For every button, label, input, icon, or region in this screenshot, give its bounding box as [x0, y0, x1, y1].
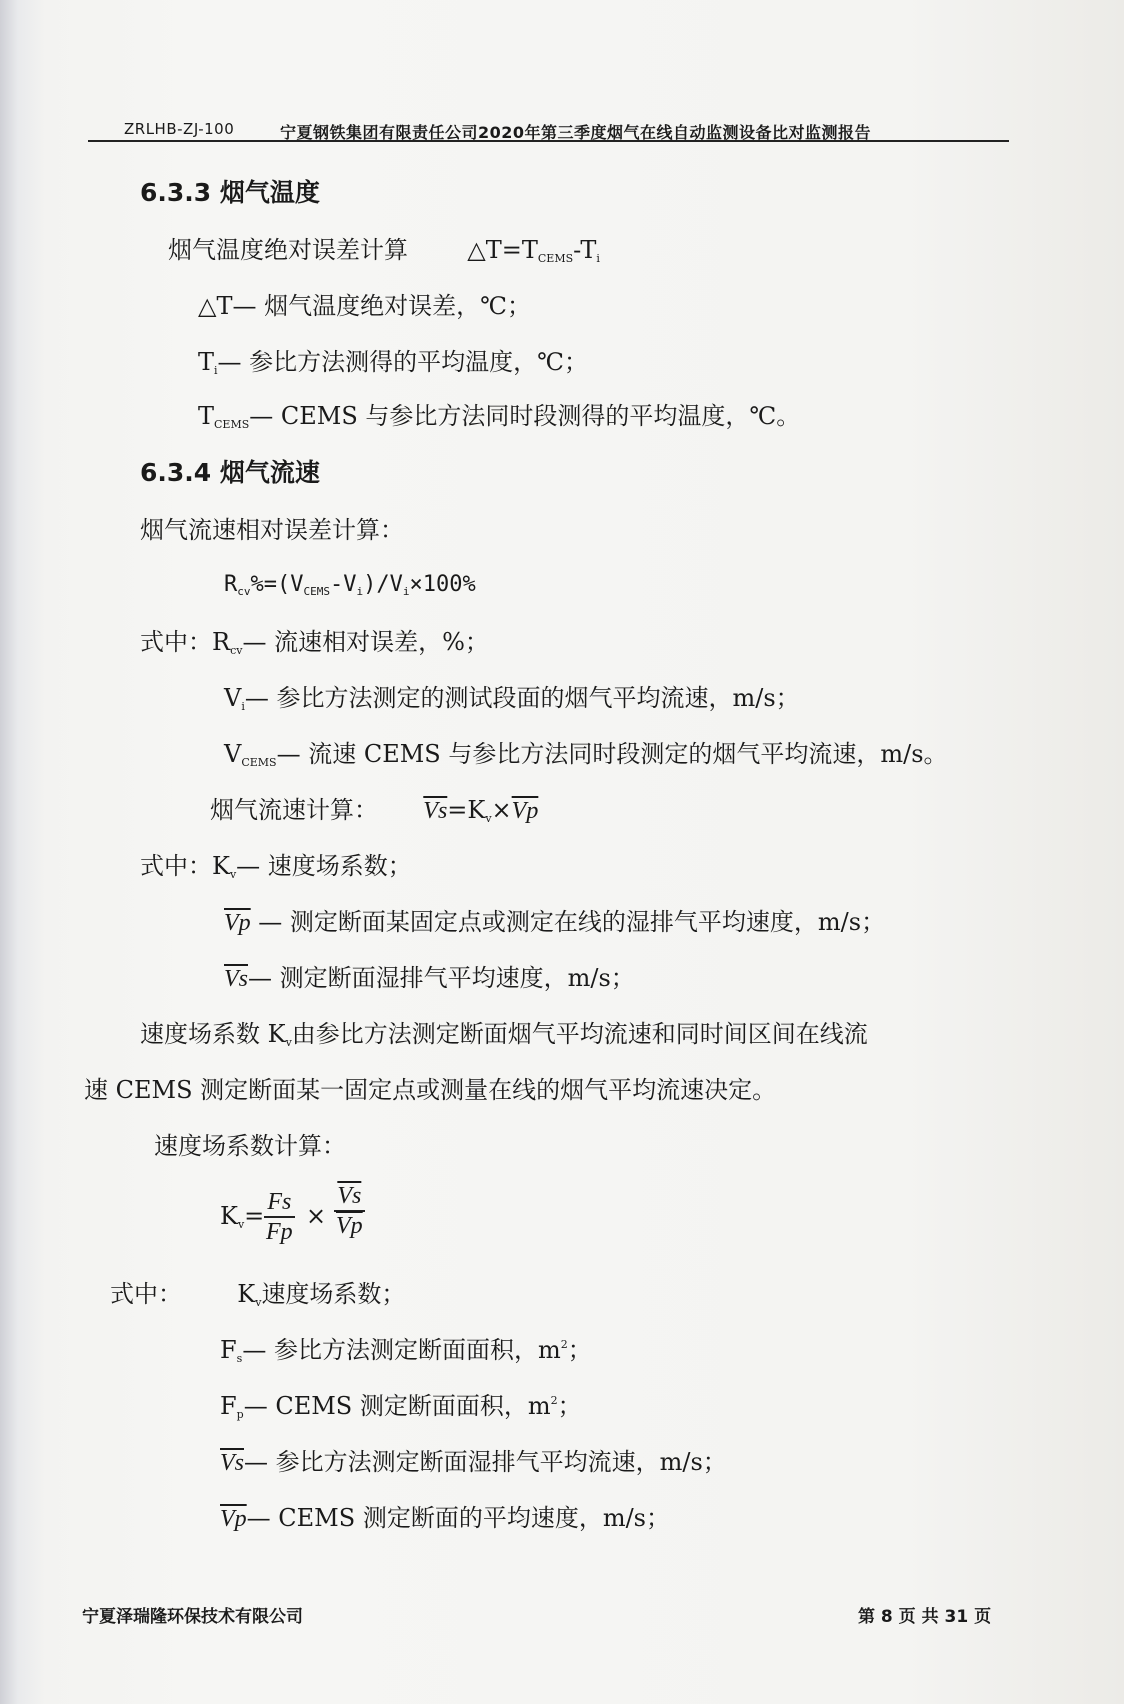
fraction-vs-vp: $\frac{\overline{Vs}}{Vp}$ — [336, 1183, 363, 1239]
def-tcems: $T_{CEMS}—$ CEMS 与参比方法同时段测得的平均温度，℃。 — [198, 402, 801, 431]
footer-page-number: 第 8 页 共 31 页 — [858, 1607, 992, 1627]
where-rcv: 式中：$R_{cv}—$ 流速相对误差，%； — [140, 628, 489, 657]
paragraph-line-2: 速 CEMS 测定断面某一固定点或测量在线的烟气平均流速决定。 — [84, 1076, 777, 1104]
where-kv-2: 式中： $K_v$速度场系数； — [110, 1280, 406, 1309]
section-heading-633: 6.3.3 烟气温度 — [140, 178, 320, 207]
def-fs: $F_s—$ 参比方法测定断面面积，$m^2$； — [220, 1336, 592, 1365]
def-vs-2: $\overline{Vs}—$ 参比方法测定断面湿排气平均流速，m/s； — [220, 1448, 727, 1476]
def-vp-2: $\overline{Vp}—$ CEMS 测定断面的平均速度，m/s； — [220, 1504, 670, 1532]
def-delta-t: △T— 烟气温度绝对误差，℃； — [198, 292, 531, 320]
rel-calc-label: 烟气流速相对误差计算： — [140, 516, 404, 544]
temp-calc-label: 烟气温度绝对误差计算 — [168, 236, 408, 264]
temp-formula: $\triangle T=T_{CEMS}-T_i$ — [467, 236, 600, 265]
doc-code: ZRLHB-ZJ-100 — [124, 120, 235, 138]
kv-calc-label: 速度场系数计算： — [154, 1132, 346, 1160]
flow-calc-label: 烟气流速计算： — [210, 796, 378, 824]
temp-calc-line — [168, 236, 600, 265]
def-vs: $\overline{Vs}—$ 测定断面湿排气平均速度，m/s； — [224, 964, 635, 992]
footer-company: 宁夏泽瑞隆环保技术有限公司 — [82, 1607, 303, 1627]
kv-formula-times: × — [306, 1202, 327, 1230]
paragraph-line-1: 速度场系数 $K_v$由参比方法测定断面烟气平均流速和同时间区间在线流 — [140, 1020, 868, 1049]
kv-formula-lhs: $K_v=$ — [220, 1202, 265, 1231]
rel-error-formula: $R_{cv}\%=(V_{CEMS}-V_i)/V_i\times 100\%$ — [224, 572, 476, 598]
fraction-fs-fp: $\frac{Fs}{Fp}$ — [266, 1189, 293, 1245]
def-vcems: $V_{CEMS}—$ 流速 CEMS 与参比方法同时段测定的烟气平均流速，m/s。 — [224, 740, 948, 769]
doc-title: 宁夏钢铁集团有限责任公司2020年第三季度烟气在线自动监测设备比对监测报告 — [280, 123, 872, 142]
flow-calc-line: 烟气流速计算： $\overline{Vs}=K_v\times\overline{Vp}$ — [210, 796, 539, 825]
section-heading-634: 6.3.4 烟气流速 — [140, 458, 320, 487]
def-vi: $V_i—$ 参比方法测定的测试段面的烟气平均流速，m/s； — [224, 684, 800, 713]
def-vp: $\overline{Vp}$ — 测定断面某固定点或测定在线的湿排气平均速度，m/s； — [224, 908, 886, 936]
def-ti: $T_i—$ 参比方法测得的平均温度，℃； — [198, 348, 589, 377]
where-kv: 式中：$K_v—$ 速度场系数； — [140, 852, 412, 881]
def-fp: $F_p—$ CEMS 测定断面面积，$m^2$； — [220, 1392, 582, 1421]
